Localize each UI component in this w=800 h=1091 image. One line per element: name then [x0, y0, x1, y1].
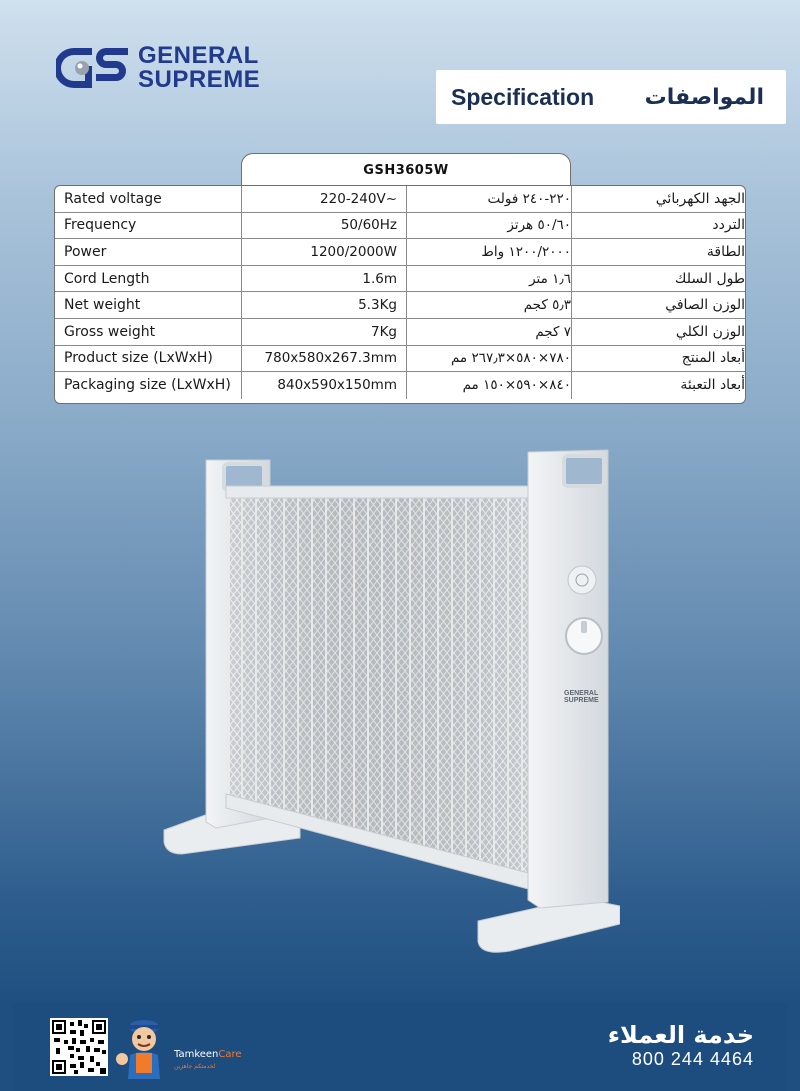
customer-service-phone[interactable]: 800 244 4464: [631, 1049, 754, 1069]
brand-line2: SUPREME: [138, 66, 261, 93]
tamkeen-word: Tamkeen: [174, 1049, 219, 1060]
care-word: Care: [218, 1049, 242, 1060]
table-row: [55, 266, 745, 293]
mascot-icon: [114, 1015, 172, 1081]
value-en: 220-240V~: [242, 186, 407, 212]
value-ar: ٥٠/٦٠ هرتز: [407, 213, 572, 239]
value-en: 1.6m: [242, 266, 407, 292]
label-ar: أبعاد التعبئة: [680, 377, 745, 394]
product-logo: [564, 690, 599, 704]
spec-table: [54, 185, 746, 404]
label-en: Cord Length: [55, 266, 242, 292]
label-en: Rated voltage: [55, 186, 242, 212]
label-en: Gross weight: [55, 319, 242, 345]
brand-logo: [56, 42, 260, 94]
customer-service-title: خدمة العملاء: [607, 1021, 754, 1049]
heater-image: [160, 446, 620, 980]
label-en: Packaging size (LxWxH): [55, 372, 242, 399]
value-ar: ٨٤٠×٥٩٠×١٥٠ مم: [407, 372, 572, 399]
table-row: [55, 239, 745, 266]
label-ar: التردد: [712, 217, 745, 234]
tamkeen-care-brand: [174, 1049, 242, 1060]
product-logo-line1: GENERAL: [564, 690, 599, 697]
value-en: 840x590x150mm: [242, 372, 407, 399]
value-ar: ٧٨٠×٥٨٠×٢٦٧٫٣ مم: [407, 346, 572, 372]
value-ar: ٧ كجم: [407, 319, 572, 345]
product-logo-line2: SUPREME: [564, 697, 599, 704]
spec-title-ar: المواصفات: [644, 84, 764, 110]
table-row: [55, 319, 745, 346]
value-ar: ١٫٦ متر: [407, 266, 572, 292]
qr-code-icon: [50, 1018, 108, 1076]
label-en: Frequency: [55, 213, 242, 239]
power-knob-icon: [566, 618, 602, 654]
label-ar: الوزن الكلي: [675, 323, 745, 340]
timer-dial-icon: [568, 566, 596, 594]
label-en: Product size (LxWxH): [55, 346, 242, 372]
label-ar: أبعاد المنتج: [681, 350, 745, 367]
label-en: Power: [55, 239, 242, 265]
model-number: GSH3605W: [241, 153, 571, 186]
value-ar: ٥٫٣ كجم: [407, 292, 572, 318]
spec-title-en: Specification: [451, 83, 595, 110]
brand-line1: GENERAL: [138, 42, 259, 69]
table-row: [55, 186, 745, 213]
value-en: 1200/2000W: [242, 239, 407, 265]
label-ar: الوزن الصافي: [665, 297, 745, 314]
label-ar: طول السلك: [674, 270, 745, 287]
value-ar: ١٢٠٠/٢٠٠٠ واط: [407, 239, 572, 265]
value-en: 50/60Hz: [242, 213, 407, 239]
label-en: Net weight: [55, 292, 242, 318]
gs-logo-icon: [56, 42, 130, 94]
value-en: 7Kg: [242, 319, 407, 345]
footer: [14, 1003, 786, 1091]
label-ar: الطاقة: [706, 243, 745, 260]
label-ar: الجهد الكهربائي: [655, 190, 745, 207]
table-row: [55, 372, 745, 399]
table-row: [55, 292, 745, 319]
table-row: [55, 213, 745, 240]
specification-header: [436, 70, 786, 124]
value-en: 780x580x267.3mm: [242, 346, 407, 372]
value-en: 5.3Kg: [242, 292, 407, 318]
table-row: [55, 346, 745, 373]
tamkeen-tagline: لخدمتكم جاهزين: [174, 1063, 216, 1070]
value-ar: ٢٢٠-٢٤٠ فولت: [407, 186, 572, 212]
